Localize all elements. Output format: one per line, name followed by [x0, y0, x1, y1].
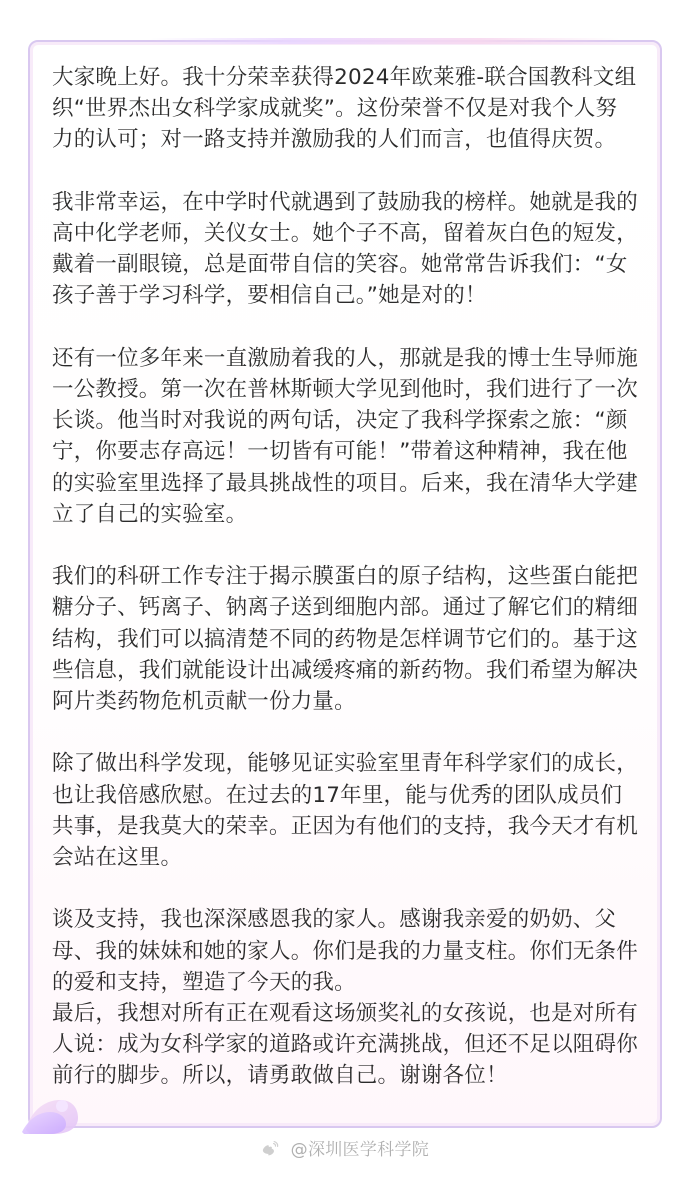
paragraph-6: 谈及支持，我也深深感恩我的家人。感谢我亲爱的奶奶、父母、我的妹妹和她的家人。你们是我的力量支柱。你们无条件的爱和支持，塑造了今天的我。: [52, 907, 638, 995]
paragraph-1: 大家晚上好。我十分荣幸获得2024年欧莱雅-联合国教科文组织“世界杰出女科学家成就奖”。这份荣誉不仅是对我个人努力的认可；对一路支持并激励我的人们而言，也值得庆贺。: [52, 65, 637, 153]
watermark: [0, 1139, 690, 1163]
card-top-accent: [150, 38, 620, 44]
paragraph-4: 我们的科研工作专注于揭示膜蛋白的原子结构，这些蛋白能把糖分子、钙离子、钠离子送到细胞内部。通过了解它们的精细结构，我们可以搞清楚不同的药物是怎样调节它们的。基于这些信息，我们就能设计出减缓疼痛的新药物。我们希望为解决阿片类药物危机贡献一份力量。: [52, 564, 638, 715]
speech-text: [52, 62, 638, 1092]
corner-decoration-icon: [20, 1090, 82, 1136]
paragraph-5: 除了做出科学发现，能够见证实验室里青年科学家们的成长，也让我倍感欣慰。在过去的17年里，能与优秀的团队成员们共事，是我莫大的荣幸。正因为有他们的支持，我今天才有机会站在这里。: [52, 751, 638, 871]
paragraph-3: 还有一位多年来一直激励着我的人，那就是我的博士生导师施一公教授。第一次在普林斯顿大学见到他时，我们进行了一次长谈。他当时对我说的两句话，决定了我科学探索之旅：“颜宁，你要志存高远！一切皆有可能！”带着这种精神，我在他的实验室里选择了最具挑战性的项目。后来，我在清华大学建立了自己的实验室。: [52, 345, 638, 527]
watermark-text: @深圳医学科学院: [290, 1140, 430, 1160]
speech-card: [28, 40, 662, 1128]
paragraph-2: 我非常幸运，在中学时代就遇到了鼓励我的榜样。她就是我的高中化学老师，关仪女士。她个子不高，留着灰白色的短发，戴着一副眼镜，总是面带自信的笑容。她常常告诉我们：“女孩子善于学习科学，要相信自己。”她是对的！: [52, 189, 638, 309]
weibo-icon: [261, 1139, 279, 1163]
paragraph-7: 最后，我想对所有正在观看这场颁奖礼的女孩说，也是对所有人说：成为女科学家的道路或许充满挑战，但还不足以阻碍你前行的脚步。所以，请勇敢做自己。谢谢各位！: [52, 1001, 638, 1089]
